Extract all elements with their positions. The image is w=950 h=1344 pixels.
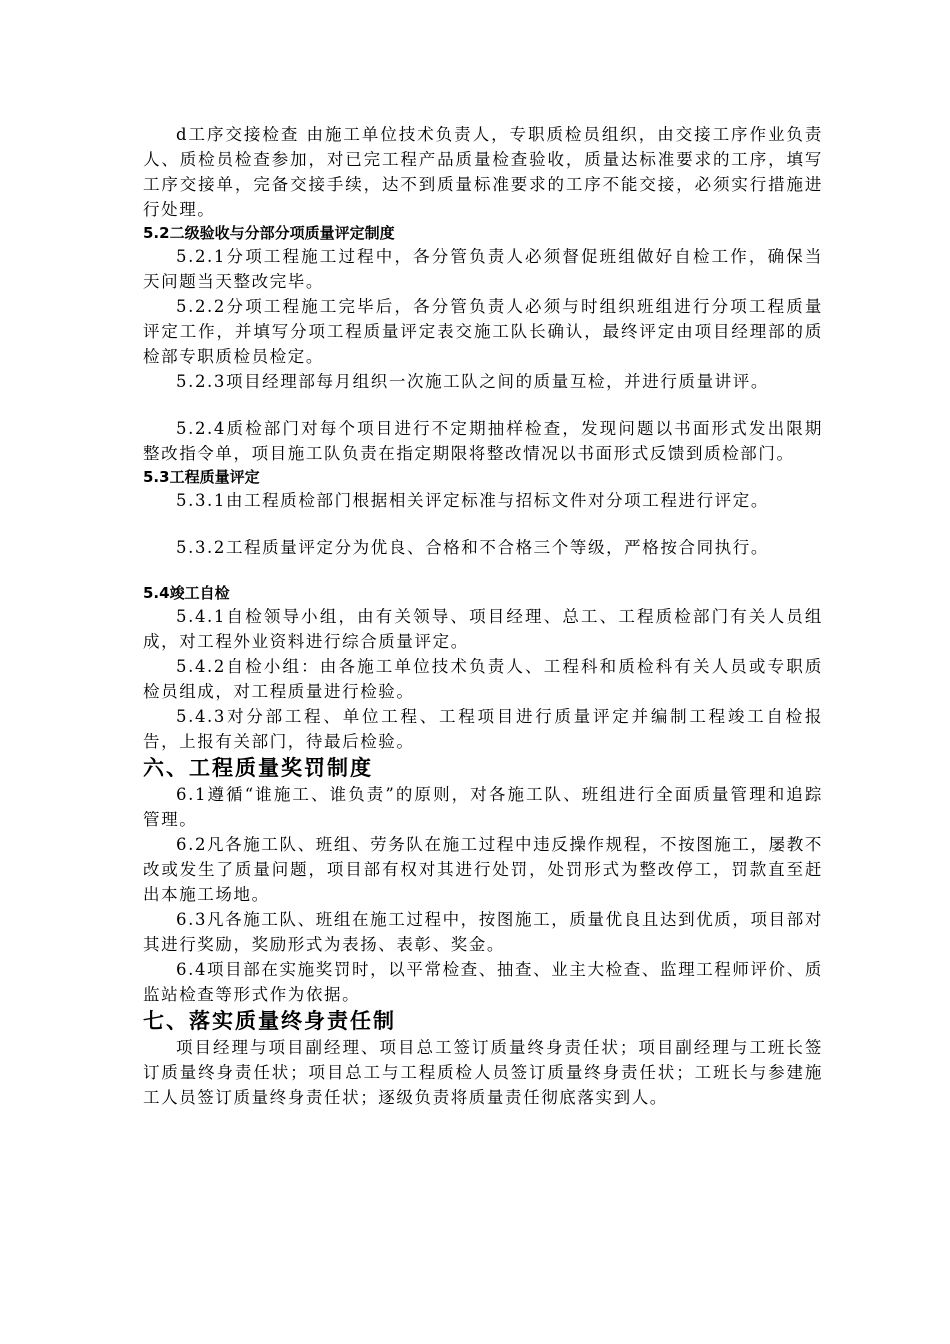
subsection-heading: 5.4竣工自检 (143, 584, 230, 602)
body-paragraph: 6.1遵循“谁施工、谁负责”的原则，对各施工队、班组进行全面质量管理和追踪管理。 (143, 785, 823, 829)
document-body (143, 122, 823, 1110)
section-heading: 七、落实质量终身责任制 (143, 1009, 396, 1033)
body-paragraph: 5.3.1由工程质检部门根据相关评定标准与招标文件对分项工程进行评定。 (176, 491, 769, 510)
body-paragraph: 项目经理与项目副经理、项目总工签订质量终身责任状；项目副经理与工班长签订质量终身责任状；项目总工与工程质检人员签订质量终身责任状；工班长与参建施工人员签订质量终身责任状；逐级负责将质量责任彻底落实到人。 (143, 1038, 823, 1107)
body-paragraph: 5.2.2分项工程施工完毕后，各分管负责人必须与时组织班组进行分项工程质量评定工作，并填写分项工程质量评定表交施工队长确认，最终评定由项目经理部的质检部专职质检员检定。 (143, 297, 823, 366)
paragraph-spacer (143, 394, 823, 416)
paragraph-spacer (143, 560, 823, 582)
body-paragraph: 6.4项目部在实施奖罚时，以平常检查、抽查、业主大检查、监理工程师评价、质监站检查等形式作为依据。 (143, 960, 823, 1004)
subsection-heading: 5.2二级验收与分部分项质量评定制度 (143, 224, 395, 242)
subsection-heading: 5.3工程质量评定 (143, 468, 260, 486)
body-paragraph: 5.4.2自检小组：由各施工单位技术负责人、工程科和质检科有关人员或专职质检员组成，对工程质量进行检验。 (143, 657, 823, 701)
body-paragraph: 6.3凡各施工队、班组在施工过程中，按图施工，质量优良且达到优质，项目部对其进行奖励，奖励形式为表扬、表彰、奖金。 (143, 910, 823, 954)
body-paragraph: 5.2.4质检部门对每个项目进行不定期抽样检查，发现问题以书面形式发出限期整改指令单，项目施工队负责在指定期限将整改情况以书面形式反馈到质检部门。 (143, 419, 823, 463)
body-paragraph: 5.3.2工程质量评定分为优良、合格和不合格三个等级，严格按合同执行。 (176, 538, 769, 557)
body-paragraph: 5.4.3对分部工程、单位工程、工程项目进行质量评定并编制工程竣工自检报告，上报有关部门，待最后检验。 (143, 707, 823, 751)
body-paragraph: 5.2.3项目经理部每月组织一次施工队之间的质量互检，并进行质量讲评。 (176, 372, 769, 391)
body-paragraph: d工序交接检查 由施工单位技术负责人，专职质检员组织，由交接工序作业负责人、质检员检查参加，对已完工程产品质量检查验收，质量达标准要求的工序，填写工序交接单，完备交接手续，达不到质量标准要求的工序不能交接，必须实行措施进行处理。 (143, 125, 823, 219)
body-paragraph: 5.4.1自检领导小组，由有关领导、项目经理、总工、工程质检部门有关人员组成，对工程外业资料进行综合质量评定。 (143, 607, 823, 651)
body-paragraph: 5.2.1分项工程施工过程中，各分管负责人必须督促班组做好自检工作，确保当天问题当天整改完毕。 (143, 247, 823, 291)
body-paragraph: 6.2凡各施工队、班组、劳务队在施工过程中违反操作规程，不按图施工，屡教不改或发生了质量问题，项目部有权对其进行处罚，处罚形式为整改停工，罚款直至赶出本施工场地。 (143, 835, 823, 904)
paragraph-spacer (143, 513, 823, 535)
section-heading: 六、工程质量奖罚制度 (143, 756, 373, 780)
